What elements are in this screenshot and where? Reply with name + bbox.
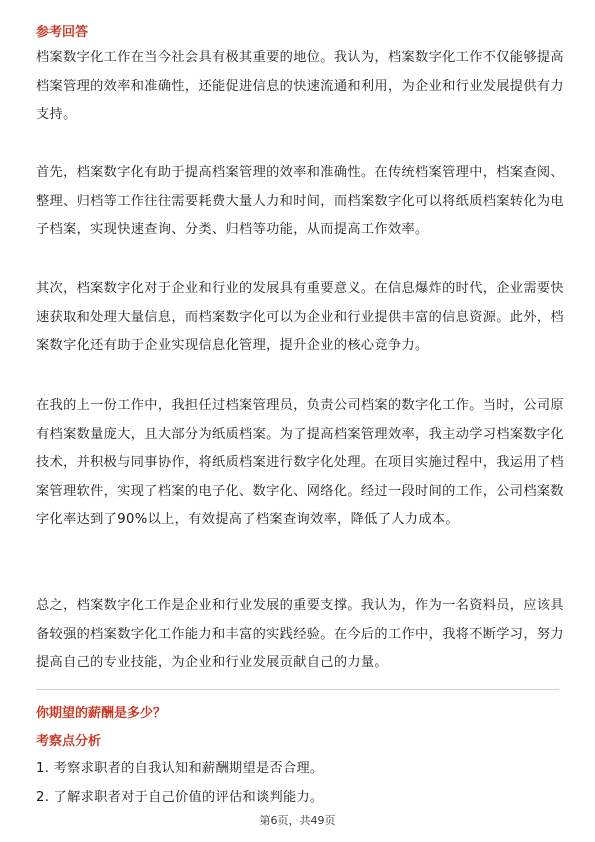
question-title: 你期望的薪酬是多少？ [36, 706, 167, 721]
answer-paragraph-1: 档案数字化工作在当今社会具有极其重要的地位。我认为，档案数字化工作不仅能够提高档案管理的效率和准确性，还能促进信息的快速流通和利用，为企业和行业发展提供有力支持。 [36, 50, 564, 123]
answer-paragraph-3: 其次，档案数字化对于企业和行业的发展具有重要意义。在信息爆炸的时代，企业需要快速获取和处理大量信息，而档案数字化可以为企业和行业提供丰富的信息资源。此外，档案数字化还有助于企业实现信息化管理，提升企业的核心竞争力。 [36, 281, 564, 354]
analysis-point-1: 1. 考察求职者的自我认知和薪酬期望是否合理。 [36, 761, 324, 776]
answer-paragraph-4: 在我的上一份工作中，我担任过档案管理员，负责公司档案的数字化工作。当时，公司原有档案数量庞大，且大部分为纸质档案。为了提高档案管理效率，我主动学习档案数字化技术，并积极与同事协作，将纸质档案进行数字化处理。在项目实施过程中，我运用了档案管理软件，实现了档案的电子化、数字化、网络化。经过一段时间的工作，公司档案数字化率达到了90%以上，有效提高了档案查询效率，降低了人力成本。 [36, 398, 564, 528]
answer-paragraph-2: 首先，档案数字化有助于提高档案管理的效率和准确性。在传统档案管理中，档案查阅、整理、归档等工作往往需要耗费大量人力和时间，而档案数字化可以将纸质档案转化为电子档案，实现快速查询、分类、归档等功能，从而提高工作效率。 [36, 165, 564, 238]
answer-heading: 参考回答 [36, 25, 89, 40]
answer-paragraph-5: 总之，档案数字化工作是企业和行业发展的重要支撑。我认为，作为一名资料员，应该具备较强的档案数字化工作能力和丰富的实践经验。在今后的工作中，我将不断学习，努力提高自己的专业技能，为企业和行业发展贡献自己的力量。 [36, 598, 564, 671]
analysis-heading: 考察点分析 [36, 734, 102, 749]
page-number: 第6页，共49页 [259, 814, 336, 827]
analysis-point-2: 2. 了解求职者对于自己价值的评估和谈判能力。 [36, 790, 324, 805]
section-divider [36, 689, 559, 690]
